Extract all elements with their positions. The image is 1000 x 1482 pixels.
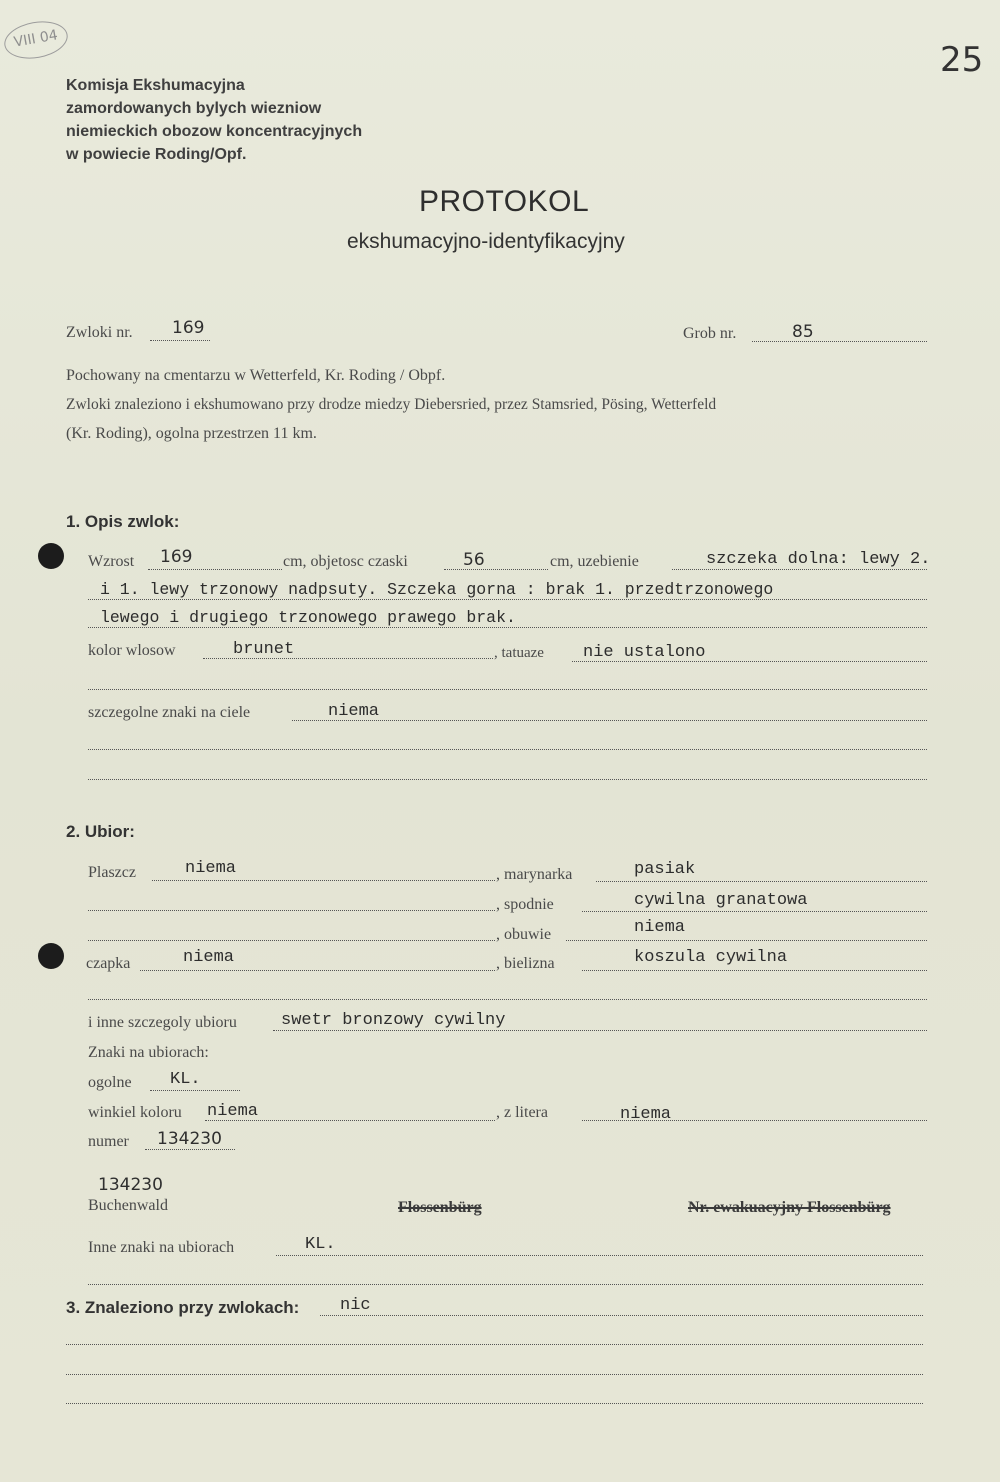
teeth-value-1: szczeka dolna: lewy 2.	[706, 550, 931, 569]
other-clothing-label: i inne szczegoly ubioru	[88, 1014, 237, 1031]
number-value: 134230	[157, 1129, 222, 1149]
blank-line-8	[66, 1403, 923, 1404]
triangle-color-label: winkiel koloru	[88, 1104, 182, 1121]
general-marks-label: ogolne	[88, 1074, 132, 1091]
flossenburg-struck: Flossenbürg	[398, 1199, 482, 1216]
letter-value: niema	[620, 1105, 672, 1124]
section-1-title: 1. Opis zwlok:	[66, 512, 180, 531]
hair-label: kolor wlosow	[88, 642, 176, 659]
blank-line-5	[88, 1284, 923, 1285]
coat-line	[152, 880, 495, 881]
number-line	[145, 1149, 235, 1150]
document-title: PROTOKOL	[419, 185, 590, 218]
grave-number-line	[752, 341, 927, 342]
hair-value: brunet	[233, 640, 295, 659]
archive-stamp: VIII 04	[1, 17, 70, 64]
section-3-title: 3. Znaleziono przy zwlokach:	[66, 1298, 300, 1317]
cap-line	[140, 970, 495, 971]
section-2-title: 2. Ubior:	[66, 822, 135, 841]
shoes-value: niema	[634, 918, 686, 937]
teeth-line-1	[672, 569, 927, 570]
trousers-value: cywilna granatowa	[634, 891, 808, 910]
body-marks-value: niema	[328, 702, 380, 721]
underwear-line	[582, 970, 927, 971]
jacket-line	[596, 881, 927, 882]
punch-hole-lower	[38, 943, 64, 969]
trousers-left-line	[88, 910, 495, 911]
body-number-value: 169	[172, 318, 205, 338]
other-clothing-value: swetr bronzowy cywilny	[281, 1011, 506, 1030]
height-value: 169	[160, 547, 193, 567]
shoes-label: , obuwie	[496, 926, 552, 943]
height-line	[148, 569, 282, 570]
jacket-value: pasiak	[634, 860, 696, 879]
commission-header	[66, 74, 362, 166]
general-marks-value: KL.	[170, 1070, 201, 1089]
skull-value: 56	[463, 550, 485, 570]
other-clothing-line	[273, 1030, 927, 1031]
skull-label: cm, objetosc czaski	[283, 553, 408, 570]
tattoo-value: nie ustalono	[583, 643, 706, 662]
blank-line-2	[88, 749, 927, 750]
teeth-line-3	[88, 627, 927, 628]
blank-line-4	[88, 999, 927, 1000]
blank-line-7	[66, 1374, 923, 1375]
burial-place: Pochowany na cmentarzu w Wetterfeld, Kr. Roding / Obpf.	[66, 367, 446, 384]
blank-line-1	[88, 689, 927, 690]
blank-line-3	[88, 779, 927, 780]
commission-line-2: zamordowanych bylych wiezniow	[66, 100, 322, 117]
evacuation-number-struck: Nr. ewakuacyjny Flossenbürg	[688, 1199, 891, 1216]
buchenwald-label: Buchenwald	[88, 1197, 168, 1214]
cap-label: czapka	[86, 955, 131, 972]
other-marks-line	[276, 1255, 923, 1256]
page-number: 25	[940, 40, 984, 80]
shoes-left-line	[88, 940, 495, 941]
coat-value: niema	[185, 859, 237, 878]
jacket-label: , marynarka	[496, 866, 573, 883]
commission-line-4: w powiecie Roding/Opf.	[66, 146, 247, 163]
teeth-value-2: i 1. lewy trzonowy nadpsuty. Szczeka gorna : brak 1. przedtrzonowego	[100, 580, 774, 599]
buchenwald-number: 134230	[98, 1175, 163, 1195]
body-number-label: Zwloki nr.	[66, 324, 133, 341]
other-marks-value: KL.	[305, 1235, 336, 1254]
trousers-label: , spodnie	[496, 896, 554, 913]
document-subtitle: ekshumacyjno-identyfikacyjny	[347, 230, 625, 253]
trousers-line	[582, 911, 927, 912]
commission-line-1: Komisja Ekshumacyjna	[66, 77, 245, 94]
tattoo-label: , tatuaze	[494, 645, 544, 661]
grave-number-value: 85	[792, 322, 814, 342]
letter-label: , z litera	[496, 1104, 548, 1121]
triangle-color-value: niema	[207, 1102, 259, 1121]
skull-line	[444, 569, 548, 570]
clothing-marks-title: Znaki na ubiorach:	[88, 1044, 209, 1061]
general-marks-line	[150, 1090, 240, 1091]
height-label: Wzrost	[88, 553, 135, 570]
underwear-label: , bielizna	[496, 955, 555, 972]
found-items-line	[320, 1315, 923, 1316]
found-items-value: nic	[340, 1296, 371, 1315]
other-marks-label: Inne znaki na ubiorach	[88, 1239, 235, 1256]
teeth-label: cm, uzebienie	[550, 553, 639, 570]
body-number-line	[150, 340, 210, 341]
teeth-line-2	[88, 599, 927, 600]
cap-value: niema	[183, 948, 235, 967]
shoes-line	[566, 940, 927, 941]
commission-line-3: niemieckich obozow koncentracyjnych	[66, 123, 363, 140]
blank-line-6	[66, 1344, 923, 1345]
grave-number-label: Grob nr.	[683, 325, 737, 342]
underwear-value: koszula cywilna	[634, 948, 788, 967]
punch-hole-upper	[38, 543, 64, 569]
teeth-value-3: lewego i drugiego trzonowego prawego brak.	[100, 608, 516, 627]
body-marks-line	[292, 720, 927, 721]
body-marks-label: szczegolne znaki na ciele	[88, 704, 251, 721]
found-location-line-2: (Kr. Roding), ogolna przestrzen 11 km.	[66, 425, 317, 442]
number-label: numer	[88, 1133, 129, 1150]
found-location-line-1: Zwloki znaleziono i ekshumowano przy drodze miedzy Diebersried, przez Stamsried, Pösing, Wetterfeld	[66, 396, 717, 413]
coat-label: Plaszcz	[88, 864, 136, 881]
